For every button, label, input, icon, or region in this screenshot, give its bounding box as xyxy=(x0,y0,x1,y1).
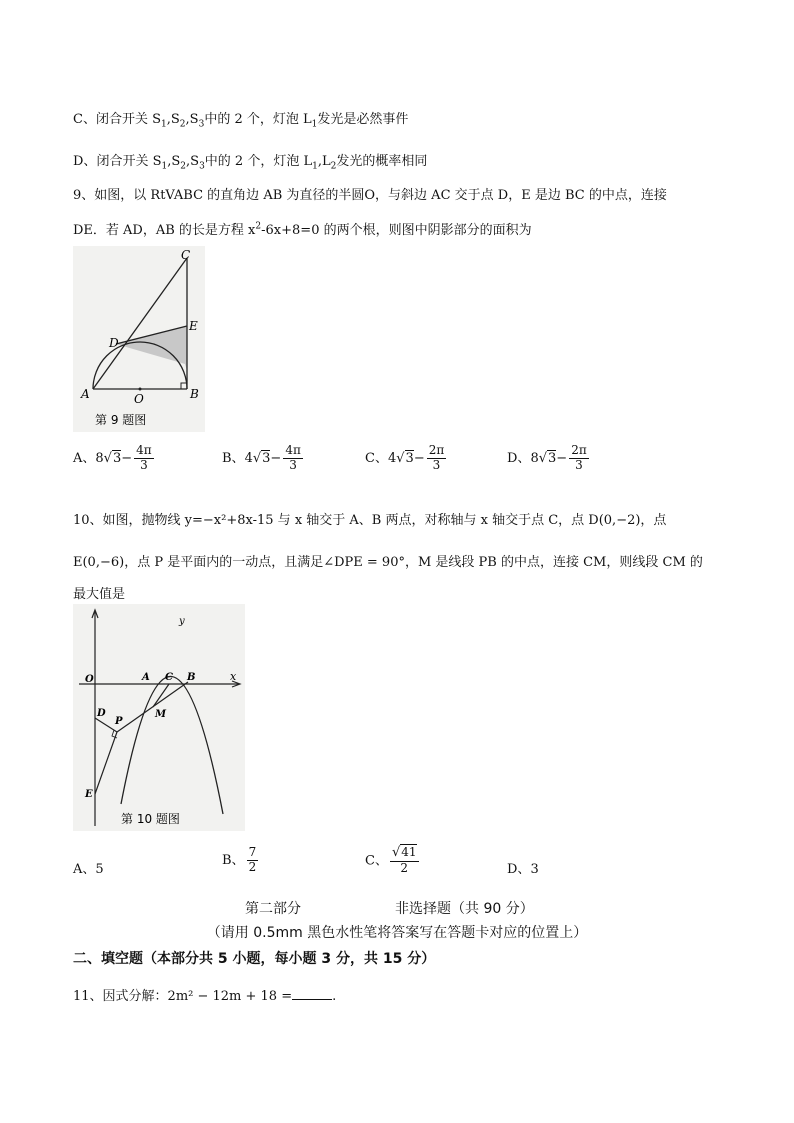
q9-diagram xyxy=(73,246,205,432)
q9-stem-line2: DE．若 AD，AB 的长是方程 $x^2-6x+8=0$ 的两个根，则图中阴影部分的面积为 xyxy=(73,221,532,238)
q10-label-a: A xyxy=(142,672,150,683)
q9-option-b: B、4√3− $\frac{4\pi}{3}$ xyxy=(222,443,301,472)
q9-label-e: E xyxy=(189,319,198,333)
q10-label-b: B xyxy=(187,672,196,683)
q10-label-o: O xyxy=(85,674,94,685)
q10-stem-line3: 最大值是 xyxy=(73,587,126,602)
section-fill-in-title: 二、填空题（本部分共 5 小题，每小题 3 分，共 15 分） xyxy=(73,951,436,967)
q10-label-p: P xyxy=(115,716,123,727)
q10-label-x: x xyxy=(230,670,237,683)
q10-label-m: M xyxy=(155,709,167,720)
q9-right-angle xyxy=(181,383,187,389)
q10-option-a: A、5 xyxy=(73,862,104,877)
q8-option-c: C、闭合开关 $S_1,S_2,S_3$中的 2 个，灯泡 $L_1$发光是必然事件 xyxy=(73,112,409,130)
q10-stem-line1: 10、如图，抛物线 y=−x²+8x-15 与 x 轴交于 A、B 两点，对称轴与 x 轴交于点 C，点 D(0,−2)，点 xyxy=(73,513,667,528)
q9-label-c: C xyxy=(181,248,191,262)
q10-option-c: C、 $\frac{√41}{2}$ xyxy=(365,845,417,875)
q9-option-a: A、8√3− $\frac{4\pi}{3}$ xyxy=(73,443,152,472)
q9-label-d: D xyxy=(109,336,119,350)
q11-answer-blank xyxy=(292,987,332,1000)
q9-caption: 第 9 题图 xyxy=(95,413,147,427)
q10-caption: 第 10 题图 xyxy=(121,812,180,826)
q9-label-b: B xyxy=(190,387,199,401)
q9-label-a: A xyxy=(81,387,90,401)
q11-stem: 11、因式分解：2m² − 12m + 18 = . xyxy=(73,989,337,1004)
q8-option-d: D、闭合开关 $S_1,S_2,S_3$中的 2 个，灯泡 $L_1,L_2$发光的概率相同 xyxy=(73,154,428,172)
q10-option-b: B、 $\frac{7}{2}$ xyxy=(222,845,257,874)
q10-label-d: D xyxy=(97,708,106,719)
q9-label-o: O xyxy=(134,392,144,406)
q10-parabola xyxy=(121,676,223,814)
q10-figure xyxy=(73,604,245,831)
q9-center-o xyxy=(139,388,142,391)
part2-title: 第二部分 xyxy=(245,901,301,917)
q10-segment-pb xyxy=(117,682,188,732)
part2-note: （请用 0.5mm 黑色水性笔将答案写在答题卡对应的位置上） xyxy=(206,925,588,941)
q10-stem-line2: E(0,−6)，点 P 是平面内的一动点，且满足∠DPE = 90°，M 是线段 PB 的中点，连接 CM，则线段 CM 的 xyxy=(73,555,703,570)
q9-option-d: D、8√3− $\frac{2\pi}{3}$ xyxy=(507,443,587,472)
q10-label-e: E xyxy=(85,789,93,800)
q10-segment-ep xyxy=(95,732,117,794)
q9-option-c: C、4√3− $\frac{2\pi}{3}$ xyxy=(365,443,445,472)
q10-label-c: C xyxy=(165,672,173,683)
q9-segment-ac xyxy=(93,258,187,389)
q9-stem-line1: 9、如图，以 RtVABC 的直角边 AB 为直径的半圆O，与斜边 AC 交于点 D，E 是边 BC 的中点，连接 xyxy=(73,188,667,203)
q10-option-d: D、3 xyxy=(507,862,539,877)
part2-subtitle: 非选择题（共 90 分） xyxy=(395,901,534,917)
q10-label-y: y xyxy=(179,616,185,627)
q10-diagram xyxy=(73,604,245,831)
q9-figure xyxy=(73,246,205,432)
